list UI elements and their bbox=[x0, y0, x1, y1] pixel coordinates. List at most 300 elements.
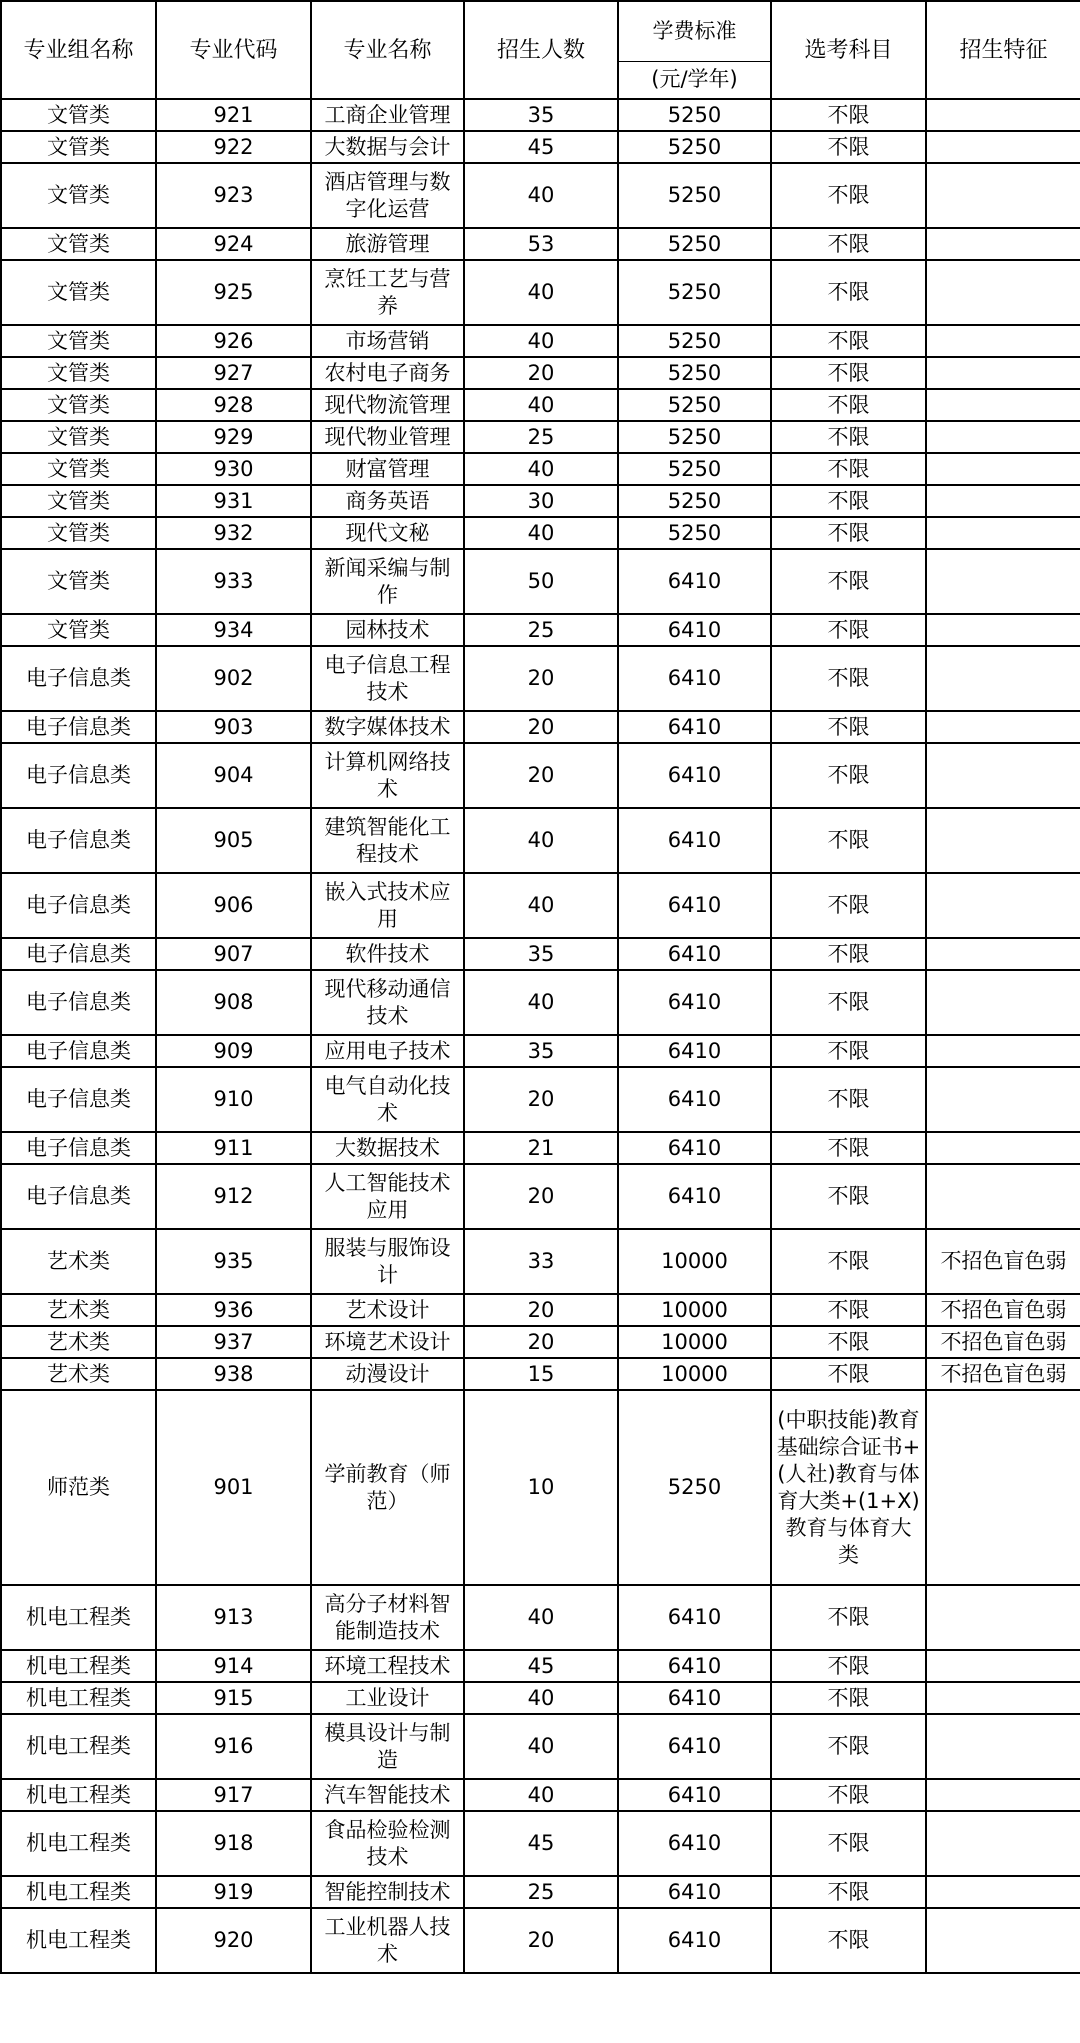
cell-fee: 6410 bbox=[618, 1714, 771, 1779]
cell-code: 904 bbox=[156, 743, 311, 808]
cell-code: 913 bbox=[156, 1585, 311, 1650]
header-fee-unit: (元/学年) bbox=[618, 61, 771, 99]
cell-fee: 10000 bbox=[618, 1326, 771, 1358]
cell-fee: 5250 bbox=[618, 357, 771, 389]
cell-enroll: 40 bbox=[464, 873, 618, 938]
cell-name: 嵌入式技术应用 bbox=[311, 873, 464, 938]
table-row bbox=[1, 1876, 1080, 1908]
cell-fee: 6410 bbox=[618, 1811, 771, 1876]
cell-group: 艺术类 bbox=[1, 1358, 156, 1390]
table-row bbox=[1, 1779, 1080, 1811]
cell-fee: 5250 bbox=[618, 260, 771, 325]
cell-code: 925 bbox=[156, 260, 311, 325]
cell-group: 艺术类 bbox=[1, 1229, 156, 1294]
cell-subjects: 不限 bbox=[771, 743, 926, 808]
table-row bbox=[1, 260, 1080, 325]
cell-subjects: 不限 bbox=[771, 1326, 926, 1358]
cell-name: 汽车智能技术 bbox=[311, 1779, 464, 1811]
cell-fee: 6410 bbox=[618, 970, 771, 1035]
cell-features bbox=[926, 485, 1080, 517]
cell-subjects: 不限 bbox=[771, 970, 926, 1035]
table-row bbox=[1, 711, 1080, 743]
cell-fee: 6410 bbox=[618, 1035, 771, 1067]
cell-code: 906 bbox=[156, 873, 311, 938]
cell-code: 924 bbox=[156, 228, 311, 260]
cell-enroll: 40 bbox=[464, 453, 618, 485]
cell-features: 不招色盲色弱 bbox=[926, 1326, 1080, 1358]
cell-features bbox=[926, 711, 1080, 743]
cell-name: 现代移动通信技术 bbox=[311, 970, 464, 1035]
cell-name: 学前教育（师范） bbox=[311, 1390, 464, 1585]
cell-subjects: 不限 bbox=[771, 1811, 926, 1876]
cell-group: 文管类 bbox=[1, 260, 156, 325]
cell-code: 935 bbox=[156, 1229, 311, 1294]
cell-subjects: 不限 bbox=[771, 1164, 926, 1229]
cell-subjects: 不限 bbox=[771, 1650, 926, 1682]
table-row bbox=[1, 228, 1080, 260]
cell-name: 旅游管理 bbox=[311, 228, 464, 260]
table-row bbox=[1, 131, 1080, 163]
table-row bbox=[1, 938, 1080, 970]
cell-features bbox=[926, 421, 1080, 453]
cell-fee: 6410 bbox=[618, 1132, 771, 1164]
header-subjects: 选考科目 bbox=[771, 1, 926, 99]
cell-name: 服装与服饰设计 bbox=[311, 1229, 464, 1294]
cell-code: 910 bbox=[156, 1067, 311, 1132]
cell-group: 电子信息类 bbox=[1, 711, 156, 743]
cell-name: 建筑智能化工程技术 bbox=[311, 808, 464, 873]
cell-features bbox=[926, 938, 1080, 970]
cell-group: 文管类 bbox=[1, 485, 156, 517]
cell-code: 921 bbox=[156, 99, 311, 131]
cell-group: 文管类 bbox=[1, 228, 156, 260]
cell-code: 929 bbox=[156, 421, 311, 453]
cell-enroll: 25 bbox=[464, 1876, 618, 1908]
cell-name: 电气自动化技术 bbox=[311, 1067, 464, 1132]
cell-enroll: 40 bbox=[464, 325, 618, 357]
cell-group: 文管类 bbox=[1, 325, 156, 357]
table-row bbox=[1, 485, 1080, 517]
cell-code: 908 bbox=[156, 970, 311, 1035]
cell-features bbox=[926, 808, 1080, 873]
cell-name: 园林技术 bbox=[311, 614, 464, 646]
cell-features bbox=[926, 1908, 1080, 1973]
table-row bbox=[1, 873, 1080, 938]
cell-features bbox=[926, 1585, 1080, 1650]
cell-group: 电子信息类 bbox=[1, 1067, 156, 1132]
header-code: 专业代码 bbox=[156, 1, 311, 99]
cell-fee: 5250 bbox=[618, 485, 771, 517]
cell-enroll: 53 bbox=[464, 228, 618, 260]
cell-enroll: 40 bbox=[464, 389, 618, 421]
cell-fee: 6410 bbox=[618, 873, 771, 938]
cell-subjects: 不限 bbox=[771, 131, 926, 163]
cell-enroll: 30 bbox=[464, 485, 618, 517]
cell-name: 工业设计 bbox=[311, 1682, 464, 1714]
cell-features bbox=[926, 970, 1080, 1035]
cell-enroll: 20 bbox=[464, 1908, 618, 1973]
cell-features bbox=[926, 517, 1080, 549]
cell-enroll: 20 bbox=[464, 711, 618, 743]
cell-enroll: 45 bbox=[464, 1650, 618, 1682]
cell-fee: 6410 bbox=[618, 1164, 771, 1229]
table-row bbox=[1, 1358, 1080, 1390]
cell-name: 酒店管理与数字化运营 bbox=[311, 163, 464, 228]
cell-enroll: 10 bbox=[464, 1390, 618, 1585]
cell-enroll: 20 bbox=[464, 1164, 618, 1229]
cell-group: 电子信息类 bbox=[1, 1132, 156, 1164]
cell-features: 不招色盲色弱 bbox=[926, 1294, 1080, 1326]
cell-features bbox=[926, 1164, 1080, 1229]
table-row bbox=[1, 1908, 1080, 1973]
cell-code: 926 bbox=[156, 325, 311, 357]
cell-group: 文管类 bbox=[1, 389, 156, 421]
cell-group: 机电工程类 bbox=[1, 1876, 156, 1908]
cell-features bbox=[926, 1390, 1080, 1585]
cell-subjects: 不限 bbox=[771, 453, 926, 485]
table-row bbox=[1, 743, 1080, 808]
cell-code: 934 bbox=[156, 614, 311, 646]
cell-code: 907 bbox=[156, 938, 311, 970]
cell-subjects: 不限 bbox=[771, 549, 926, 614]
cell-code: 937 bbox=[156, 1326, 311, 1358]
cell-enroll: 40 bbox=[464, 970, 618, 1035]
cell-group: 机电工程类 bbox=[1, 1650, 156, 1682]
cell-group: 文管类 bbox=[1, 421, 156, 453]
cell-enroll: 40 bbox=[464, 163, 618, 228]
cell-group: 机电工程类 bbox=[1, 1714, 156, 1779]
cell-features bbox=[926, 1035, 1080, 1067]
cell-name: 农村电子商务 bbox=[311, 357, 464, 389]
cell-subjects: 不限 bbox=[771, 1132, 926, 1164]
cell-enroll: 25 bbox=[464, 421, 618, 453]
cell-subjects: 不限 bbox=[771, 938, 926, 970]
table-row bbox=[1, 1390, 1080, 1585]
table-row bbox=[1, 1650, 1080, 1682]
table-row bbox=[1, 1294, 1080, 1326]
cell-features bbox=[926, 1650, 1080, 1682]
cell-code: 903 bbox=[156, 711, 311, 743]
cell-code: 917 bbox=[156, 1779, 311, 1811]
cell-fee: 5250 bbox=[618, 453, 771, 485]
cell-group: 文管类 bbox=[1, 614, 156, 646]
cell-code: 927 bbox=[156, 357, 311, 389]
cell-features bbox=[926, 1714, 1080, 1779]
cell-enroll: 20 bbox=[464, 1294, 618, 1326]
cell-enroll: 20 bbox=[464, 743, 618, 808]
cell-enroll: 35 bbox=[464, 1035, 618, 1067]
cell-enroll: 50 bbox=[464, 549, 618, 614]
cell-code: 936 bbox=[156, 1294, 311, 1326]
table-row bbox=[1, 99, 1080, 131]
cell-subjects: 不限 bbox=[771, 1358, 926, 1390]
cell-fee: 6410 bbox=[618, 1682, 771, 1714]
cell-enroll: 35 bbox=[464, 938, 618, 970]
cell-group: 机电工程类 bbox=[1, 1682, 156, 1714]
table-row bbox=[1, 163, 1080, 228]
cell-features bbox=[926, 549, 1080, 614]
cell-code: 931 bbox=[156, 485, 311, 517]
cell-subjects: 不限 bbox=[771, 1908, 926, 1973]
cell-group: 电子信息类 bbox=[1, 646, 156, 711]
cell-group: 电子信息类 bbox=[1, 938, 156, 970]
cell-subjects: 不限 bbox=[771, 389, 926, 421]
header-features: 招生特征 bbox=[926, 1, 1080, 99]
cell-fee: 5250 bbox=[618, 389, 771, 421]
cell-name: 环境工程技术 bbox=[311, 1650, 464, 1682]
cell-name: 数字媒体技术 bbox=[311, 711, 464, 743]
cell-enroll: 45 bbox=[464, 131, 618, 163]
cell-fee: 10000 bbox=[618, 1294, 771, 1326]
cell-enroll: 20 bbox=[464, 1326, 618, 1358]
cell-name: 新闻采编与制作 bbox=[311, 549, 464, 614]
cell-subjects: 不限 bbox=[771, 1876, 926, 1908]
cell-name: 动漫设计 bbox=[311, 1358, 464, 1390]
cell-enroll: 21 bbox=[464, 1132, 618, 1164]
cell-enroll: 40 bbox=[464, 260, 618, 325]
cell-code: 912 bbox=[156, 1164, 311, 1229]
cell-code: 902 bbox=[156, 646, 311, 711]
cell-features bbox=[926, 614, 1080, 646]
cell-group: 艺术类 bbox=[1, 1326, 156, 1358]
cell-code: 916 bbox=[156, 1714, 311, 1779]
cell-name: 现代文秘 bbox=[311, 517, 464, 549]
cell-features bbox=[926, 873, 1080, 938]
cell-code: 932 bbox=[156, 517, 311, 549]
cell-fee: 5250 bbox=[618, 228, 771, 260]
table-row bbox=[1, 1682, 1080, 1714]
cell-enroll: 40 bbox=[464, 808, 618, 873]
cell-enroll: 45 bbox=[464, 1811, 618, 1876]
cell-subjects: 不限 bbox=[771, 163, 926, 228]
cell-features: 不招色盲色弱 bbox=[926, 1229, 1080, 1294]
cell-name: 模具设计与制造 bbox=[311, 1714, 464, 1779]
cell-name: 人工智能技术应用 bbox=[311, 1164, 464, 1229]
cell-name: 智能控制技术 bbox=[311, 1876, 464, 1908]
cell-features bbox=[926, 260, 1080, 325]
cell-group: 机电工程类 bbox=[1, 1811, 156, 1876]
table-row bbox=[1, 1714, 1080, 1779]
cell-name: 商务英语 bbox=[311, 485, 464, 517]
cell-features bbox=[926, 743, 1080, 808]
cell-subjects: 不限 bbox=[771, 1714, 926, 1779]
cell-subjects: 不限 bbox=[771, 1035, 926, 1067]
cell-subjects: (中职技能)教育基础综合证书+(人社)教育与体育大类+(1+X)教育与体育大类 bbox=[771, 1390, 926, 1585]
table-body bbox=[1, 99, 1080, 1973]
cell-name: 环境艺术设计 bbox=[311, 1326, 464, 1358]
cell-name: 计算机网络技术 bbox=[311, 743, 464, 808]
cell-code: 919 bbox=[156, 1876, 311, 1908]
cell-features bbox=[926, 163, 1080, 228]
cell-fee: 6410 bbox=[618, 1876, 771, 1908]
cell-features bbox=[926, 357, 1080, 389]
cell-subjects: 不限 bbox=[771, 357, 926, 389]
cell-group: 文管类 bbox=[1, 163, 156, 228]
cell-features bbox=[926, 646, 1080, 711]
cell-enroll: 40 bbox=[464, 1779, 618, 1811]
cell-features bbox=[926, 99, 1080, 131]
header-name: 专业名称 bbox=[311, 1, 464, 99]
header-fee: 学费标准 bbox=[618, 1, 771, 61]
cell-name: 烹饪工艺与营养 bbox=[311, 260, 464, 325]
table-header bbox=[1, 1, 1080, 99]
table-row bbox=[1, 614, 1080, 646]
cell-group: 电子信息类 bbox=[1, 873, 156, 938]
cell-name: 艺术设计 bbox=[311, 1294, 464, 1326]
table-row bbox=[1, 970, 1080, 1035]
table-row bbox=[1, 646, 1080, 711]
cell-enroll: 35 bbox=[464, 99, 618, 131]
table-row bbox=[1, 1132, 1080, 1164]
cell-code: 933 bbox=[156, 549, 311, 614]
cell-name: 工商企业管理 bbox=[311, 99, 464, 131]
cell-code: 918 bbox=[156, 1811, 311, 1876]
cell-fee: 6410 bbox=[618, 1650, 771, 1682]
cell-name: 大数据技术 bbox=[311, 1132, 464, 1164]
cell-name: 软件技术 bbox=[311, 938, 464, 970]
cell-subjects: 不限 bbox=[771, 325, 926, 357]
cell-fee: 10000 bbox=[618, 1358, 771, 1390]
cell-code: 905 bbox=[156, 808, 311, 873]
cell-enroll: 40 bbox=[464, 517, 618, 549]
cell-fee: 5250 bbox=[618, 131, 771, 163]
cell-name: 市场营销 bbox=[311, 325, 464, 357]
cell-code: 915 bbox=[156, 1682, 311, 1714]
cell-features bbox=[926, 228, 1080, 260]
table-row bbox=[1, 1067, 1080, 1132]
cell-enroll: 20 bbox=[464, 1067, 618, 1132]
cell-subjects: 不限 bbox=[771, 260, 926, 325]
cell-name: 财富管理 bbox=[311, 453, 464, 485]
cell-group: 电子信息类 bbox=[1, 1035, 156, 1067]
cell-fee: 6410 bbox=[618, 1585, 771, 1650]
cell-enroll: 20 bbox=[464, 646, 618, 711]
cell-group: 电子信息类 bbox=[1, 970, 156, 1035]
cell-enroll: 20 bbox=[464, 357, 618, 389]
header-enroll: 招生人数 bbox=[464, 1, 618, 99]
cell-code: 923 bbox=[156, 163, 311, 228]
cell-code: 928 bbox=[156, 389, 311, 421]
cell-code: 920 bbox=[156, 1908, 311, 1973]
cell-group: 电子信息类 bbox=[1, 808, 156, 873]
cell-group: 文管类 bbox=[1, 453, 156, 485]
table-row bbox=[1, 549, 1080, 614]
cell-subjects: 不限 bbox=[771, 228, 926, 260]
cell-group: 文管类 bbox=[1, 517, 156, 549]
cell-group: 机电工程类 bbox=[1, 1779, 156, 1811]
cell-name: 大数据与会计 bbox=[311, 131, 464, 163]
cell-features bbox=[926, 131, 1080, 163]
cell-enroll: 40 bbox=[464, 1585, 618, 1650]
cell-fee: 6410 bbox=[618, 1908, 771, 1973]
table-row bbox=[1, 517, 1080, 549]
header-group: 专业组名称 bbox=[1, 1, 156, 99]
cell-features bbox=[926, 325, 1080, 357]
cell-fee: 5250 bbox=[618, 99, 771, 131]
cell-subjects: 不限 bbox=[771, 1585, 926, 1650]
table-row bbox=[1, 389, 1080, 421]
cell-features bbox=[926, 1811, 1080, 1876]
cell-group: 机电工程类 bbox=[1, 1908, 156, 1973]
cell-enroll: 15 bbox=[464, 1358, 618, 1390]
cell-fee: 5250 bbox=[618, 163, 771, 228]
cell-name: 工业机器人技术 bbox=[311, 1908, 464, 1973]
cell-fee: 5250 bbox=[618, 421, 771, 453]
cell-fee: 6410 bbox=[618, 743, 771, 808]
cell-features bbox=[926, 389, 1080, 421]
cell-subjects: 不限 bbox=[771, 1682, 926, 1714]
cell-subjects: 不限 bbox=[771, 646, 926, 711]
cell-features bbox=[926, 1067, 1080, 1132]
cell-fee: 5250 bbox=[618, 325, 771, 357]
cell-code: 914 bbox=[156, 1650, 311, 1682]
table-row bbox=[1, 1164, 1080, 1229]
cell-group: 文管类 bbox=[1, 99, 156, 131]
cell-fee: 5250 bbox=[618, 517, 771, 549]
cell-group: 机电工程类 bbox=[1, 1585, 156, 1650]
cell-name: 现代物业管理 bbox=[311, 421, 464, 453]
cell-features bbox=[926, 1876, 1080, 1908]
table-row bbox=[1, 808, 1080, 873]
cell-features: 不招色盲色弱 bbox=[926, 1358, 1080, 1390]
table-row bbox=[1, 1585, 1080, 1650]
cell-fee: 6410 bbox=[618, 1779, 771, 1811]
cell-features bbox=[926, 453, 1080, 485]
cell-group: 文管类 bbox=[1, 549, 156, 614]
cell-subjects: 不限 bbox=[771, 421, 926, 453]
cell-enroll: 40 bbox=[464, 1682, 618, 1714]
cell-name: 应用电子技术 bbox=[311, 1035, 464, 1067]
cell-group: 文管类 bbox=[1, 131, 156, 163]
cell-subjects: 不限 bbox=[771, 99, 926, 131]
cell-code: 911 bbox=[156, 1132, 311, 1164]
cell-fee: 6410 bbox=[618, 549, 771, 614]
cell-subjects: 不限 bbox=[771, 485, 926, 517]
table-row bbox=[1, 1326, 1080, 1358]
cell-group: 文管类 bbox=[1, 357, 156, 389]
cell-fee: 6410 bbox=[618, 938, 771, 970]
cell-group: 电子信息类 bbox=[1, 1164, 156, 1229]
cell-name: 食品检验检测技术 bbox=[311, 1811, 464, 1876]
table-row bbox=[1, 1811, 1080, 1876]
cell-fee: 6410 bbox=[618, 808, 771, 873]
cell-group: 电子信息类 bbox=[1, 743, 156, 808]
table-row bbox=[1, 325, 1080, 357]
cell-subjects: 不限 bbox=[771, 614, 926, 646]
cell-fee: 6410 bbox=[618, 711, 771, 743]
cell-enroll: 25 bbox=[464, 614, 618, 646]
cell-fee: 6410 bbox=[618, 646, 771, 711]
table-row bbox=[1, 453, 1080, 485]
cell-group: 艺术类 bbox=[1, 1294, 156, 1326]
cell-subjects: 不限 bbox=[771, 711, 926, 743]
cell-name: 高分子材料智能制造技术 bbox=[311, 1585, 464, 1650]
cell-enroll: 33 bbox=[464, 1229, 618, 1294]
table-row bbox=[1, 1229, 1080, 1294]
cell-subjects: 不限 bbox=[771, 517, 926, 549]
cell-subjects: 不限 bbox=[771, 873, 926, 938]
cell-subjects: 不限 bbox=[771, 1779, 926, 1811]
cell-enroll: 40 bbox=[464, 1714, 618, 1779]
cell-code: 922 bbox=[156, 131, 311, 163]
cell-fee: 6410 bbox=[618, 1067, 771, 1132]
cell-subjects: 不限 bbox=[771, 808, 926, 873]
cell-code: 901 bbox=[156, 1390, 311, 1585]
table-row bbox=[1, 1035, 1080, 1067]
cell-code: 930 bbox=[156, 453, 311, 485]
table-row bbox=[1, 421, 1080, 453]
cell-code: 938 bbox=[156, 1358, 311, 1390]
